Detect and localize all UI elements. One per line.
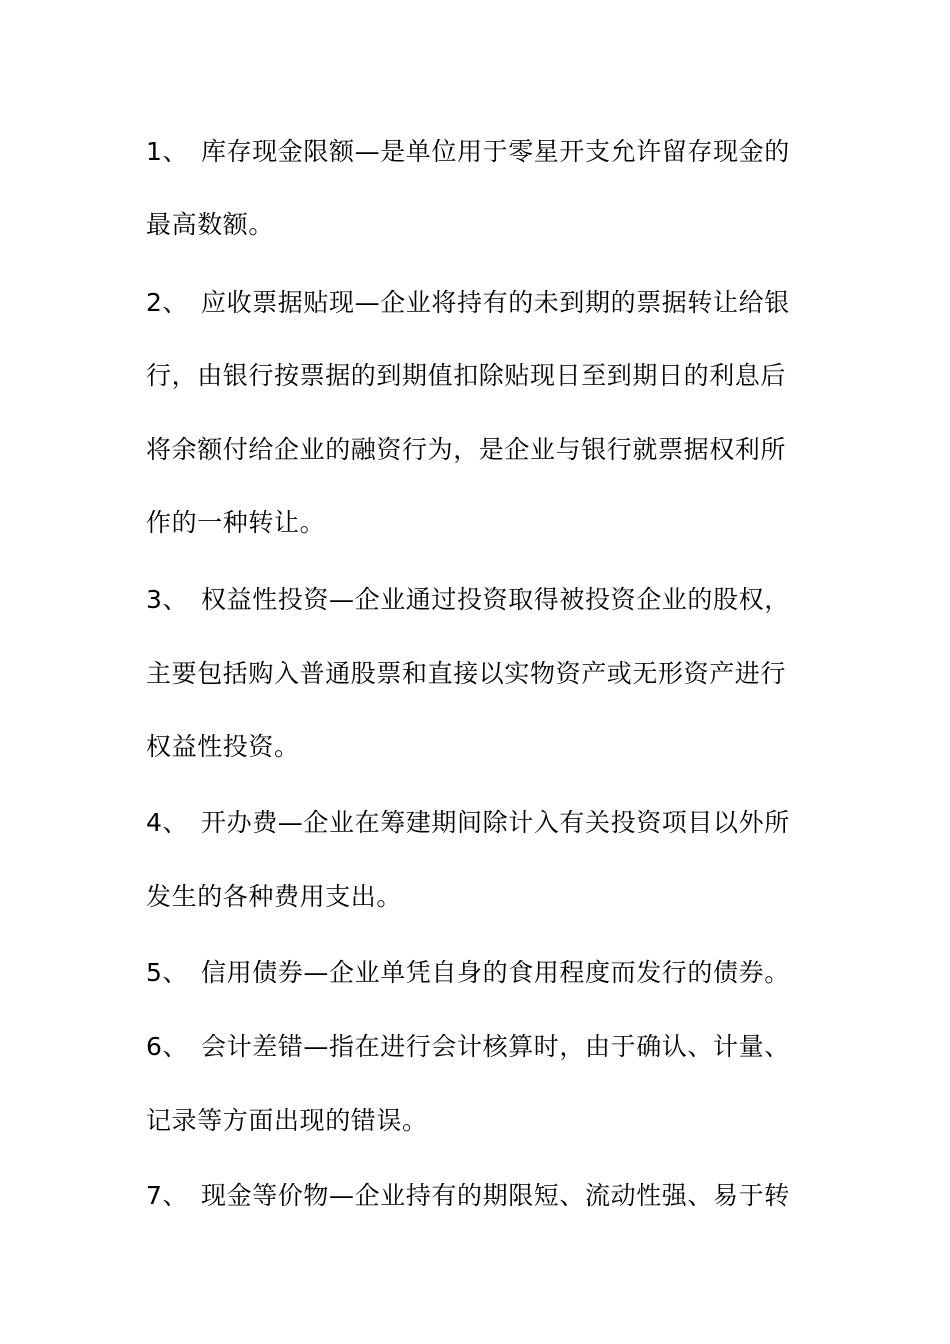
item-1-line-1 (146, 132, 816, 172)
item-7-number: 7、 (146, 1181, 189, 1210)
item-5-line-1 (146, 953, 816, 993)
item-2-line-1 (146, 283, 816, 323)
item-2-line-3: 将余额付给企业的融资行为，是企业与银行就票据权利所 (146, 435, 787, 464)
item-4-line-1 (146, 803, 816, 843)
item-2-line-4: 作的一种转让。 (146, 508, 326, 537)
item-3-line-3: 权益性投资。 (146, 732, 300, 761)
item-3-line-1 (146, 580, 816, 620)
item-2-line-2: 行，由银行按票据的到期值扣除贴现日至到期日的利息后 (146, 361, 787, 390)
item-6-line-2: 记录等方面出现的错误。 (146, 1106, 428, 1135)
item-4-line-2: 发生的各种费用支出。 (146, 882, 403, 911)
item-3-number: 3、 (146, 585, 189, 614)
item-3-line-2: 主要包括购入普通股票和直接以实物资产或无形资产进行 (146, 659, 787, 688)
item-6-number: 6、 (146, 1032, 189, 1061)
item-5-number: 5、 (146, 958, 189, 987)
item-5-text-1: 信用债券—企业单凭自身的食用程度而发行的债券。 (201, 958, 790, 987)
item-4-number: 4、 (146, 808, 189, 837)
item-3-text-1: 权益性投资—企业通过投资取得被投资企业的股权， (201, 585, 790, 614)
item-2-text-1: 应收票据贴现—企业将持有的未到期的票据转让给银 (201, 288, 790, 317)
item-6-text-1: 会计差错—指在进行会计核算时，由于确认、计量、 (201, 1032, 790, 1061)
item-2-number: 2、 (146, 288, 189, 317)
item-1-text-1: 库存现金限额—是单位用于零星开支允许留存现金的 (201, 137, 790, 166)
item-7-text-1: 现金等价物—企业持有的期限短、流动性强、易于转 (201, 1181, 790, 1210)
item-6-line-1 (146, 1027, 816, 1067)
item-4-text-1: 开办费—企业在筹建期间除计入有关投资项目以外所 (201, 808, 790, 837)
item-1-line-2: 最高数额。 (146, 210, 275, 239)
item-7-line-1 (146, 1176, 816, 1216)
item-1-number: 1、 (146, 137, 189, 166)
